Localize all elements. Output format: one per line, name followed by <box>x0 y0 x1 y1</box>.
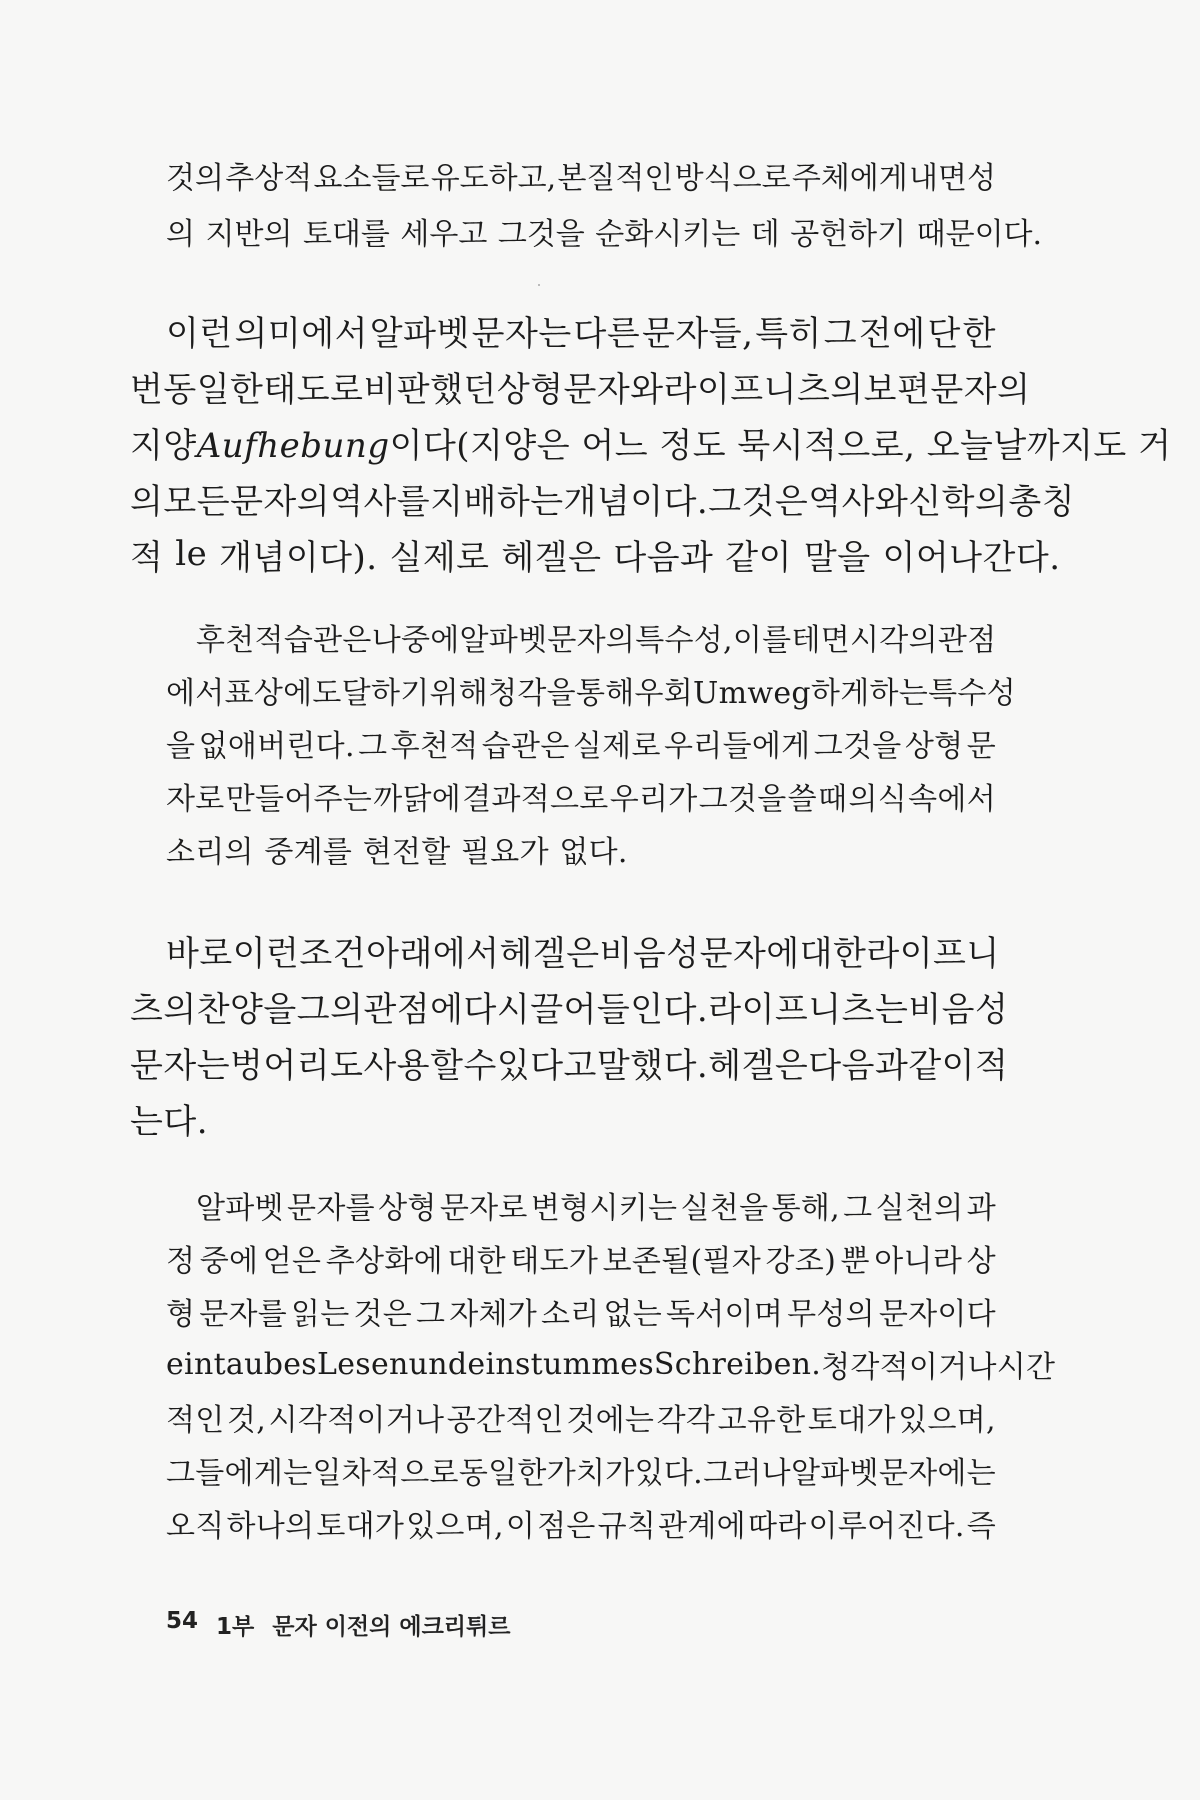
word: 그 <box>823 313 858 354</box>
page-footer <box>166 1608 510 1641</box>
word: 문자에 <box>699 933 800 974</box>
word: 문자이다 <box>878 1297 996 1332</box>
word: 변형시키는 <box>530 1191 678 1226</box>
word: 그 <box>358 729 388 764</box>
word: 의식 <box>848 782 908 817</box>
word: 태도가 <box>510 1244 599 1279</box>
word: 우리가 <box>609 782 698 817</box>
word: 이런 <box>232 933 300 974</box>
word: 다음과 <box>613 537 714 578</box>
word: 상형 <box>378 1191 437 1226</box>
word: 실제로 <box>389 537 490 578</box>
word: 방식으로 <box>674 161 791 196</box>
word: 습관은 <box>283 623 372 658</box>
text-line <box>166 665 1016 715</box>
word: 이 <box>505 1509 536 1544</box>
word: 과 <box>966 1191 996 1226</box>
word: 보존될(필자 <box>602 1244 762 1279</box>
word: 문자를 <box>287 1191 375 1226</box>
word: 필요가 <box>461 835 549 870</box>
word: 때 <box>818 782 848 817</box>
text-line <box>130 529 1061 579</box>
word: 자체가 <box>449 1297 538 1332</box>
word: 알파벳 <box>369 313 470 354</box>
word: 청각적이거나 <box>821 1350 997 1385</box>
text-run: 지양 <box>130 425 197 466</box>
word: 소리 <box>541 1297 600 1332</box>
ink-speck <box>538 284 540 286</box>
word: 수 <box>463 1045 497 1086</box>
text-line <box>130 1037 1009 1087</box>
word: 공간적인 <box>446 1403 564 1438</box>
word: 문자의 <box>547 623 636 658</box>
word: 특히 <box>755 313 822 354</box>
word: 동일한 <box>163 369 264 410</box>
word: Lesen <box>317 1346 409 1382</box>
text-line <box>166 1339 1056 1389</box>
word: 형 <box>166 1297 196 1332</box>
word: 다른 <box>573 313 641 354</box>
word: 알파벳 <box>196 1191 284 1226</box>
text-line <box>130 417 1172 467</box>
word: und <box>408 1346 468 1382</box>
word: 뿐 <box>840 1244 870 1279</box>
word: 알파벳 <box>790 1456 879 1491</box>
word: 통해 <box>575 676 635 711</box>
word: 상 <box>966 1244 996 1279</box>
word: 한 <box>962 313 996 354</box>
word: 토대가 <box>807 1403 896 1438</box>
word: 관점 <box>937 623 997 658</box>
word: 문자는 <box>471 313 572 354</box>
word: 이루어진다. <box>808 1509 965 1544</box>
text-line <box>130 981 1009 1031</box>
word: 라이프니 <box>866 933 1000 974</box>
page-number: 54 <box>166 1608 199 1634</box>
word: 적인 <box>166 1403 225 1438</box>
word: 위해 <box>429 676 489 711</box>
word: 소리의 <box>166 835 254 870</box>
word: 우리들에게 <box>664 729 811 764</box>
word: 문 <box>966 729 996 764</box>
word: 다음과 <box>808 1045 909 1086</box>
word: 것은 <box>353 1297 413 1332</box>
word: stummes <box>514 1346 654 1382</box>
word: 츠의 <box>130 989 197 1030</box>
word: 아래에서 <box>366 933 500 974</box>
text-line <box>130 305 996 355</box>
text-line <box>166 718 996 768</box>
word: 실제로 <box>572 729 661 764</box>
word: 같이 <box>908 1045 976 1086</box>
word: 이런 <box>166 313 233 354</box>
word: 지반의 <box>205 217 293 252</box>
word: 사용할 <box>363 1045 464 1086</box>
text-line <box>166 1233 996 1283</box>
word: 전에 <box>858 313 926 354</box>
text-line <box>130 361 1031 411</box>
word: 규칙 <box>597 1509 657 1544</box>
word: 적 <box>130 537 164 578</box>
word: 없는 <box>603 1297 663 1332</box>
word: 각각 <box>656 1403 716 1438</box>
word: 의 <box>166 217 195 252</box>
word: 현전할 <box>362 835 451 870</box>
word: 시간 <box>996 1350 1056 1385</box>
text-line <box>166 771 996 821</box>
word: 지배하는 <box>430 481 564 522</box>
word: 없다. <box>559 835 628 870</box>
word: 하나의 <box>226 1509 315 1544</box>
word: 정 <box>166 1244 196 1279</box>
text-line <box>166 1180 996 1230</box>
word: 시각의 <box>850 623 938 658</box>
word: 관계에 <box>658 1509 746 1544</box>
word: 내면성 <box>909 161 996 196</box>
word: 관점에 <box>363 989 464 1030</box>
word: 상형 <box>904 729 964 764</box>
block-quote <box>166 612 1016 874</box>
word: 고유한 <box>717 1403 806 1438</box>
text-line <box>130 1093 996 1143</box>
word: 추상적 <box>225 161 313 196</box>
word: 번 <box>130 369 164 410</box>
word: 그것을 <box>698 782 787 817</box>
word: 공헌하기 <box>790 217 907 252</box>
word: 통해, <box>771 1191 840 1226</box>
word: 단 <box>927 313 961 354</box>
text-line <box>166 1392 996 1442</box>
word: 특수성 <box>928 676 1016 711</box>
word: 속에서 <box>908 782 996 817</box>
word: 특수성, <box>635 623 733 658</box>
word: 그것을 <box>813 729 902 764</box>
word: 따라 <box>747 1509 807 1544</box>
word: 는다. <box>130 1101 208 1142</box>
word: 우회Umweg하게 <box>634 676 870 711</box>
paragraph-continuation <box>166 150 1043 256</box>
word: 것, <box>227 1403 267 1438</box>
word: 보편 <box>863 369 931 410</box>
word: 즉 <box>966 1509 996 1544</box>
word: 이를테면 <box>732 623 851 658</box>
word: 개념이다. <box>563 481 709 522</box>
word: 가치가 <box>546 1456 635 1491</box>
word: 찬양을 <box>196 989 297 1030</box>
word: 무성의 <box>787 1297 875 1332</box>
word: 모든 <box>163 481 231 522</box>
word: 헤겔은 <box>501 537 602 578</box>
word: 조건 <box>299 933 367 974</box>
word: 나중에 <box>371 623 460 658</box>
word: 본질적인 <box>557 161 674 196</box>
word: 실천을 <box>680 1191 769 1226</box>
word: 을 <box>166 729 196 764</box>
word: 읽는 <box>291 1297 350 1332</box>
word: 문자의 <box>930 369 1031 410</box>
word: 문자와 <box>563 369 664 410</box>
paragraph-body <box>130 305 1172 579</box>
word: 그들에게는 <box>166 1456 313 1491</box>
word: 그의 <box>296 989 364 1030</box>
word: 총칭 <box>1008 481 1076 522</box>
word: 그것을 <box>497 217 585 252</box>
word: 문자를 <box>199 1297 288 1332</box>
word: 문자들, <box>642 313 754 354</box>
word: 비음성 <box>599 933 700 974</box>
word: 의 <box>130 481 164 522</box>
text-line <box>166 206 1043 256</box>
word: 그러나 <box>703 1456 791 1491</box>
paragraph-body <box>130 925 1009 1143</box>
word: 때문이다. <box>916 217 1043 252</box>
word: 헤겔은 <box>499 933 600 974</box>
word: 얻은 <box>262 1244 322 1279</box>
word: le <box>175 534 208 574</box>
word: 순화시키는 <box>595 217 741 252</box>
word: 있으며, <box>406 1509 504 1544</box>
word: 태도로 <box>263 369 364 410</box>
word: 토대가 <box>316 1509 405 1544</box>
word: 의미에서 <box>234 313 368 354</box>
word: 끌어들인다. <box>530 989 709 1030</box>
word: 라이프니츠의 <box>663 369 864 410</box>
word: 그것은 <box>708 481 809 522</box>
word: 토대를 <box>302 217 390 252</box>
word: 쓸 <box>787 782 817 817</box>
text-line <box>166 612 996 662</box>
word: 상형 <box>496 369 564 410</box>
word: 실천의 <box>875 1191 964 1226</box>
word: 대한 <box>799 933 867 974</box>
word: 말했다. <box>596 1045 709 1086</box>
word: 말을 <box>803 537 871 578</box>
word: taubes <box>213 1346 317 1382</box>
word: 에서 <box>166 676 225 711</box>
word: 도달하기 <box>312 676 430 711</box>
word: 벙어리도 <box>230 1045 364 1086</box>
word: 헤겔은 <box>708 1045 809 1086</box>
word: 독서이며 <box>666 1297 784 1332</box>
text-line <box>166 1286 996 1336</box>
word: 청각을 <box>488 676 576 711</box>
word: 바로 <box>166 933 233 974</box>
word: 점은 <box>537 1509 596 1544</box>
word: 시각적이거나 <box>268 1403 445 1438</box>
word: 신학의 <box>908 481 1009 522</box>
word: 대한 <box>447 1244 506 1279</box>
text-line <box>130 473 1076 523</box>
word: 문자는 <box>130 1045 231 1086</box>
word: Schreiben. <box>653 1346 822 1382</box>
word: ein <box>467 1346 515 1382</box>
word: 중에 <box>199 1244 259 1279</box>
word: 유도하고, <box>430 161 557 196</box>
word: 데 <box>750 217 780 252</box>
word: 알파벳 <box>459 623 548 658</box>
word: 개념이다). <box>219 537 378 578</box>
text-line <box>166 150 996 200</box>
part-label: 1부 <box>216 1614 255 1640</box>
word: 역사와 <box>808 481 909 522</box>
word: 다시 <box>463 989 531 1030</box>
word: 일차적으로 <box>312 1456 459 1491</box>
word: 자로 <box>166 782 225 817</box>
word: 문자에는 <box>878 1456 996 1491</box>
text-line <box>130 925 1000 975</box>
word: 이어나간다. <box>882 537 1061 578</box>
word: 오직 <box>166 1509 225 1544</box>
word: 강조) <box>765 1244 837 1279</box>
word: 동일한 <box>458 1456 547 1491</box>
word: 세우고 <box>400 217 488 252</box>
word: 문자의 <box>230 481 331 522</box>
text-line <box>166 1445 996 1495</box>
word: 적 <box>975 1045 1009 1086</box>
word: 그 <box>843 1191 873 1226</box>
word: 비판했던 <box>363 369 497 410</box>
word: 라이프니츠는 <box>708 989 909 1030</box>
word: 있다고 <box>496 1045 597 1086</box>
word: 아니라 <box>874 1244 963 1279</box>
word: 추상화에 <box>325 1244 443 1279</box>
word: 그 <box>416 1297 446 1332</box>
word: 까닭에 <box>373 782 462 817</box>
word: 것의 <box>166 161 224 196</box>
word: 결과적으로 <box>462 782 609 817</box>
word: 비음성 <box>908 989 1009 1030</box>
word: 역사를 <box>330 481 431 522</box>
word: 후천적 <box>196 623 284 658</box>
word: ein <box>166 1346 214 1382</box>
text-run: 이다(지양은 어느 정도 묵시적으로, 오늘날까지도 거 <box>389 425 1172 466</box>
word: 없애버린다. <box>198 729 355 764</box>
chapter-title: 문자 이전의 에크리튀르 <box>272 1614 511 1640</box>
word: 만들어주는 <box>225 782 373 817</box>
word: 있다. <box>634 1456 704 1491</box>
word: 있으며, <box>898 1403 996 1438</box>
word: 주체에게 <box>791 161 908 196</box>
word: 같이 <box>725 537 792 578</box>
word: 문자로 <box>439 1191 528 1226</box>
word: 습관은 <box>481 729 570 764</box>
word: 요소들로 <box>313 161 430 196</box>
block-quote <box>166 1180 1056 1548</box>
word: 것에는 <box>566 1403 655 1438</box>
word: 후천적 <box>390 729 479 764</box>
word: 중계를 <box>264 835 353 870</box>
word: 하는 <box>869 676 929 711</box>
text-line <box>166 1498 996 1548</box>
text-line <box>166 824 996 874</box>
word: 표상에 <box>224 676 313 711</box>
german-term: Aufhebung <box>196 425 390 466</box>
